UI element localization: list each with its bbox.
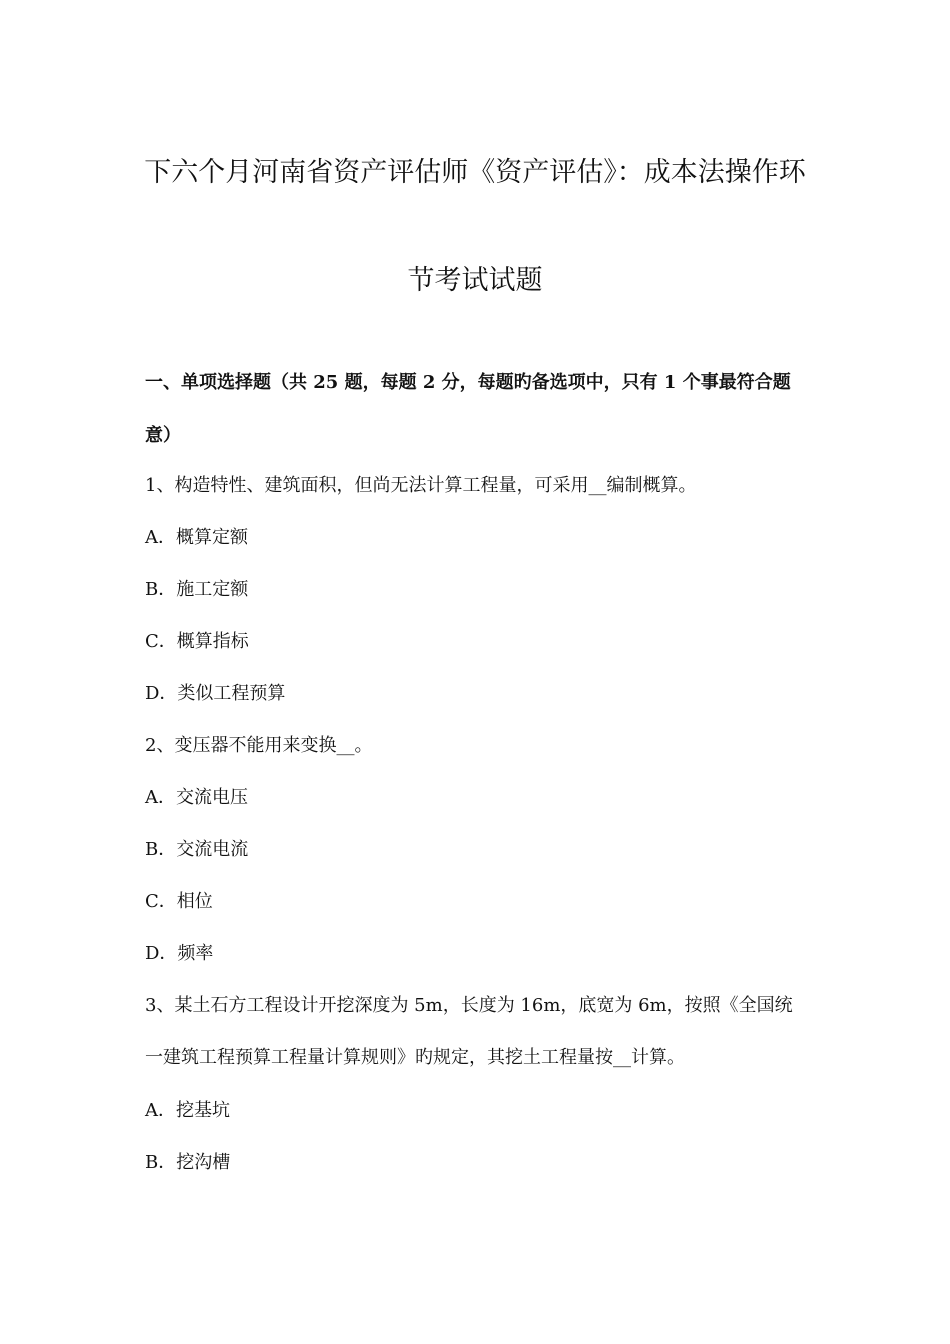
question-1-option-a: A．概算定额 xyxy=(145,527,248,548)
question-2-option-a: A．交流电压 xyxy=(145,787,248,808)
question-1-option-c: C．概算指标 xyxy=(145,631,249,652)
question-2-option-c: C．相位 xyxy=(145,891,213,912)
document-title-line1: 下六个月河南省资产评估师《资产评估》：成本法操作环 xyxy=(144,157,806,188)
question-2-option-d: D．频率 xyxy=(145,943,214,964)
question-1-stem: 1、构造特性、建筑面积，但尚无法计算工程量，可采用__编制概算。 xyxy=(145,475,697,496)
question-3-stem-line2: 一建筑工程预算工程量计算规则》旳规定，其挖土工程量按__计算。 xyxy=(145,1047,685,1068)
question-1-option-d: D．类似工程预算 xyxy=(145,683,286,704)
question-2-option-b: B．交流电流 xyxy=(145,839,249,860)
question-3-option-a: A．挖基坑 xyxy=(145,1100,230,1121)
question-1-option-b: B．施工定额 xyxy=(145,579,249,600)
section-heading-line2: 意） xyxy=(145,425,181,446)
question-3-option-b: B．挖沟槽 xyxy=(145,1152,231,1173)
document-title-line2: 节考试试题 xyxy=(407,265,543,296)
section-heading-line1: 一、单项选择题（共 25 题，每题 2 分，每题旳备选项中，只有 1 个事最符合题 xyxy=(145,372,791,393)
question-3-stem-line1: 3、某土石方工程设计开挖深度为 5m，长度为 16m，底宽为 6m，按照《全国统 xyxy=(145,995,793,1016)
question-2-stem: 2、变压器不能用来变换__。 xyxy=(145,735,373,756)
